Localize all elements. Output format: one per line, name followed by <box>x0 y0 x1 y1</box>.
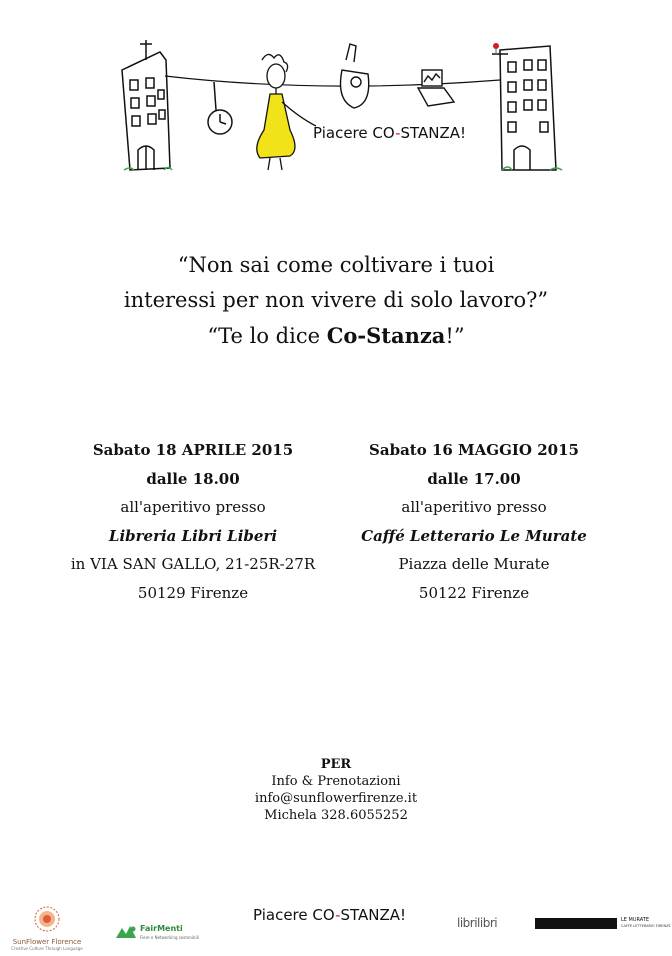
flower-icon <box>493 43 499 54</box>
fairmenti-logo <box>114 922 200 948</box>
contact-phone: Michela 328.6055252 <box>264 808 408 823</box>
sunflower-logo <box>8 904 86 951</box>
murate-logo <box>535 916 669 934</box>
sunflower-logo-text: SunFlower Florence <box>12 938 82 946</box>
murate-logo-line-1: LE MURATE <box>621 917 650 923</box>
building-right-illustration <box>492 46 562 170</box>
footer-brand-prefix: Piacere CO <box>253 906 336 924</box>
event-time: dalle 17.00 <box>427 469 521 488</box>
event-date: Sabato 16 MAGGIO 2015 <box>369 441 579 459</box>
contact-info-label: Info & Prenotazioni <box>271 774 401 789</box>
quote-line-3 <box>0 318 672 354</box>
event-intro: all'aperitivo presso <box>120 498 266 516</box>
woman-illustration <box>257 54 316 170</box>
event-city: 50122 Firenze <box>418 583 530 602</box>
event-address: in VIA SAN GALLO, 21-25R-27R <box>70 555 316 573</box>
quote <box>0 248 672 354</box>
quote-line-3-bold: Co-Stanza <box>326 323 446 348</box>
header-brand-prefix: Piacere CO <box>313 124 396 142</box>
footer-brand <box>253 906 406 924</box>
header-brand <box>313 124 466 142</box>
fairmenti-icon <box>114 924 138 942</box>
bag-icon <box>341 44 369 108</box>
laptop-icon <box>418 70 454 106</box>
quote-line-3-prefix: “Te lo dice <box>207 324 327 348</box>
contact-heading: PER <box>320 757 352 772</box>
event-left <box>43 436 343 607</box>
footer-brand-suffix: STANZA! <box>340 906 407 924</box>
event-right <box>324 436 624 607</box>
murate-logo-bar <box>535 918 617 929</box>
event-intro: all'aperitivo presso <box>401 498 547 516</box>
header-brand-suffix: STANZA! <box>400 124 467 142</box>
quote-line-2: interessi per non vivere di solo lavoro?” <box>123 288 549 312</box>
murate-logo-line-2: CAFFÈ LETTERARIO FIRENZE <box>621 924 671 928</box>
footer-brand-dash: - <box>335 906 341 924</box>
event-date: Sabato 18 APRILE 2015 <box>92 441 294 459</box>
event-time: dalle 18.00 <box>146 469 240 488</box>
header-illustration <box>110 30 570 180</box>
building-left-illustration <box>122 40 172 170</box>
event-venue: Libreria Libri Liberi <box>108 526 278 545</box>
quote-line-1: “Non sai come coltivare i tuoi <box>177 253 495 277</box>
contact-block <box>0 756 672 824</box>
fairmenti-logo-tagline: Fiere e Networking sostenibili <box>140 935 199 940</box>
quote-line-3-suffix: !” <box>445 324 465 348</box>
contact-email[interactable]: info@sunflowerfirenze.it <box>254 791 418 806</box>
sunflower-icon <box>8 904 86 934</box>
fairmenti-logo-text: FairMenti <box>140 924 183 933</box>
clock-icon <box>208 82 232 134</box>
event-venue: Caffé Letterario Le Murate <box>361 526 587 545</box>
sunflower-logo-tagline: Creative Culture Through Language <box>11 946 83 951</box>
header-brand-dash: - <box>395 124 401 142</box>
event-address: Piazza delle Murate <box>398 555 550 573</box>
librilibri-logo: librilibri <box>457 916 498 930</box>
event-city: 50129 Firenze <box>137 583 249 602</box>
